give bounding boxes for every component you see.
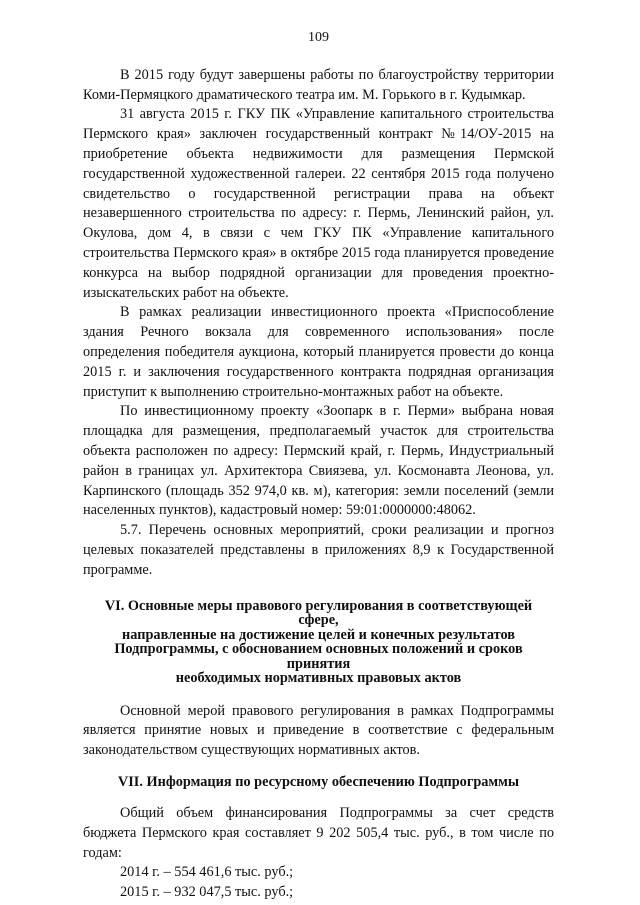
paragraph-river-station: В рамках реализации инвестиционного проекта «Приспособление здания Речного вокзала для современного использования» после определения победителя аукциона, который планируется провести до конца 2015 г. и заключения государственного контракта подрядная организация приступит к выполнению строительно-монтажных работ на объекте.	[83, 304, 554, 400]
section-6-heading-line: Подпрограммы, с обоснованием основных положений и сроков принятия	[114, 641, 523, 672]
section-6-heading	[83, 599, 554, 686]
paragraph-theatre: В 2015 году будут завершены работы по благоустройству территории Коми-Пермяцкого драматического театра им. М. Горького в г. Кудымкар.	[83, 66, 554, 103]
page-number: 109	[308, 30, 329, 45]
section-6-heading-line: VI. Основные меры правового регулирования в соответствующей сфере,	[104, 597, 533, 629]
section-7-heading: VII. Информация по ресурсному обеспечению Подпрограммы	[117, 773, 520, 790]
section-6-paragraph: Основной мерой правового регулирования в рамках Подпрограммы является принятие новых и приведение в соответствие с федеральным законодательством существующих нормативных актов.	[83, 702, 554, 759]
paragraph-measures-list: 5.7. Перечень основных мероприятий, сроки реализации и прогноз целевых показателей представлены в приложениях 8,9 к Государственной программе.	[83, 522, 554, 578]
paragraph-gallery-contract: 31 августа 2015 г. ГКУ ПК «Управление капитального строительства Пермского края» заключен государственный контракт №14/ОУ-2015 на приобретение объекта недвижимости для размещения Пермской государственной художественной галереи. 22 сентября 2015 года получено свидетельство о государственной регистрации права на объект незавершенного строительства по адресу: г. Пермь, Ленинский район, ул. Окулова, дом 4, в связи с чем ГКУ ПК «Управление капитального строительства Пермского края» в октябре 2015 года планируется проведение конкурса на выбор подрядной организации для проведения проектно-изыскательских работ на объекте.	[83, 106, 554, 301]
section-6-heading-line: направленные на достижение целей и конечных результатов	[122, 626, 515, 643]
funding-year-line: 2014 г. – 554 461,6 тыс. руб.;	[120, 864, 294, 881]
funding-year-line: 2015 г. – 932 047,5 тыс. руб.;	[120, 884, 294, 901]
section-6-heading-line: необходимых нормативных правовых актов	[175, 670, 462, 687]
section-7-paragraph: Общий объем финансирования Подпрограммы за счет средств бюджета Пермского края составляет 9 202 505,4 тыс. руб., в том числе по годам:	[83, 804, 554, 861]
paragraph-zoo: По инвестиционному проекту «Зоопарк в г. Перми» выбрана новая площадка для размещения, предполагаемый участок для строительства объекта расположен по адресу: Пермский край, г. Пермь, Индустриальный район в границах ул. Архитектора Свиязева, ул. Космонавта Леонова, ул. Карпинского (площадь 352 974,0 кв. м), категория: земли поселений (земли населенных пунктов), кадастровый номер: 59:01:0000000:48062.	[83, 403, 554, 519]
